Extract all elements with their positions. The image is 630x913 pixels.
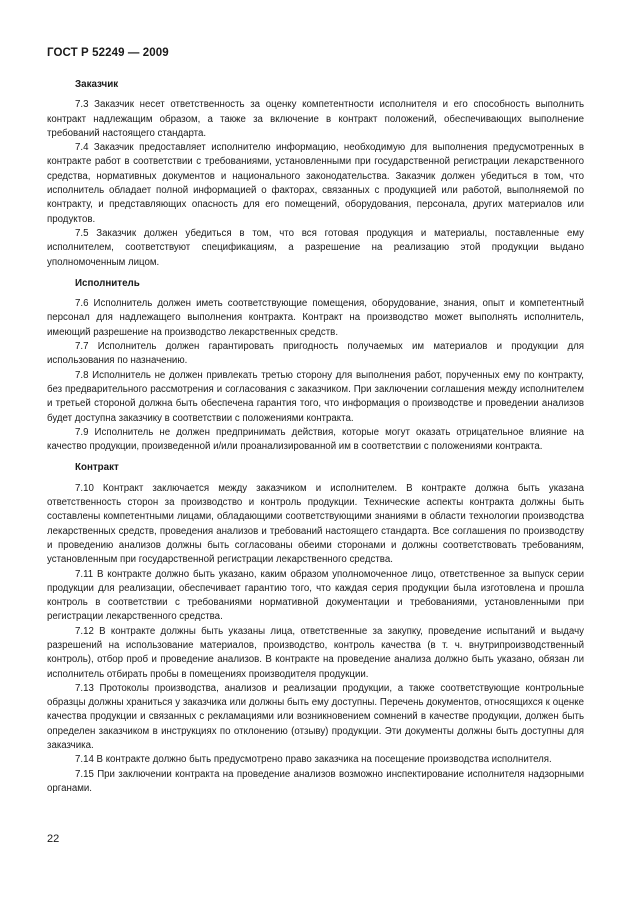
section-title-contract: Контракт (75, 462, 119, 474)
section-title-contractor: Исполнитель (75, 277, 140, 289)
clause-7-10: 7.10 Контракт заключается между заказчиком и исполнителем. В контракте должна быть указана ответственность сторон за производство и контроль продукции. Технические аспекты контракта должны быть составлены компетентными лицами, обладающими соответствующими знаниями в области технологии производства лекарственных средств, проведения анализов и требований настоящего стандарта. Все соглашения по производству и проведению анализов должны быть согласованы обеими сторонами и должны соответствовать требованиям, установленным при государственной регистрации лекарственного средства. (47, 482, 584, 566)
clause-7-13: 7.13 Протоколы производства, анализов и реализации продукции, а также соответствующие контрольные образцы должны храниться у заказчика или должны быть ему доступны. Перечень документов, относящихся к оценке качества продукции и связанных с рекламациями или возникновением сомнений в качестве продукции, должен быть определен заказчиком в инструкциях по отклонению (отзыву) продукции. Эти документы должны быть доступны для заказчика. (47, 682, 584, 752)
clause-7-11: 7.11 В контракте должно быть указано, каким образом уполномоченное лицо, ответственное за выпуск серии продукции для реализации, обеспечивает гарантию того, что каждая серия продукции была изготовлена и прошла контроль в соответствии с требованиями нормативной документации и требованиями, установленными при регистрации лекарственного средства. (47, 568, 584, 623)
clause-7-7: 7.7 Исполнитель должен гарантировать пригодность получаемых им материалов и продукции для использования по назначению. (47, 341, 584, 367)
clause-7-8: 7.8 Исполнитель не должен привлекать третью сторону для выполнения работ, порученных ему по контракту, без предварительного рассмотрения и согласования с заказчиком. При заключении соглашения между исполнителем и третьей стороной должна быть обеспечена гарантия того, что информация о производстве и проведении анализов будет доступна заказчику в соответствии с положениями контракта. (47, 369, 584, 424)
clause-7-14: 7.14 В контракте должно быть предусмотрено право заказчика на посещение производства исполнителя. (75, 754, 552, 766)
clause-7-4: 7.4 Заказчик предоставляет исполнителю информацию, необходимую для выполнения предусмотренных в контракте работ в соответствии с требованиями, установленными при государственной регистрации лекарственного средства, нормативных документов и национального законодательства. Заказчик должен убедиться в том, что исполнитель обладает полной информацией о факторах, связанных с продукцией или работой, выполняемой по контракту, и представляющих опасность для его помещений, оборудования, персонала, других материалов или продуктов. (47, 142, 584, 225)
document-id-header: ГОСТ Р 52249 — 2009 (47, 47, 169, 59)
clause-7-3: 7.3 Заказчик несет ответственность за оценку компетентности исполнителя и его способность выполнить контракт надлежащим образом, а также за включение в контракт положений, обеспечивающих выполнение требований настоящего стандарта. (47, 99, 584, 139)
document-body (47, 78, 584, 796)
section-title-customer: Заказчик (75, 79, 119, 90)
clause-7-6: 7.6 Исполнитель должен иметь соответствующие помещения, оборудование, знания, опыт и компетентный персонал для надлежащего выполнения контракта. Контракт на производство может выполнять исполнитель, имеющий разрешение на производство лекарственных средств. (47, 298, 584, 338)
page-number: 22 (47, 833, 60, 845)
clause-7-15: 7.15 При заключении контракта на проведение анализов возможно инспектирование исполнителя надзорными органами. (47, 768, 584, 794)
clause-7-9: 7.9 Исполнитель не должен предпринимать действия, которые могут оказать отрицательное влияние на качество продукции, произведенной и/или проанализированной им в соответствии с положениями контракта. (47, 426, 584, 453)
clause-7-5: 7.5 Заказчик должен убедиться в том, что вся готовая продукция и материалы, поставленные ему исполнителем, соответствуют спецификациям, а разрешение на реализацию этой продукции выдано уполномоченным лицом. (47, 227, 584, 268)
clause-7-12: 7.12 В контракте должны быть указаны лица, ответственные за закупку, проведение испытаний и выдачу разрешений на использование материалов, производство, контроль качества (в т. ч. внутрипроизводственный контроль), отбор проб и проведение анализов. В контракте на проведение анализа должно быть указано, обязан ли исполнитель отбирать пробы в помещениях производителя продукции. (47, 625, 584, 680)
